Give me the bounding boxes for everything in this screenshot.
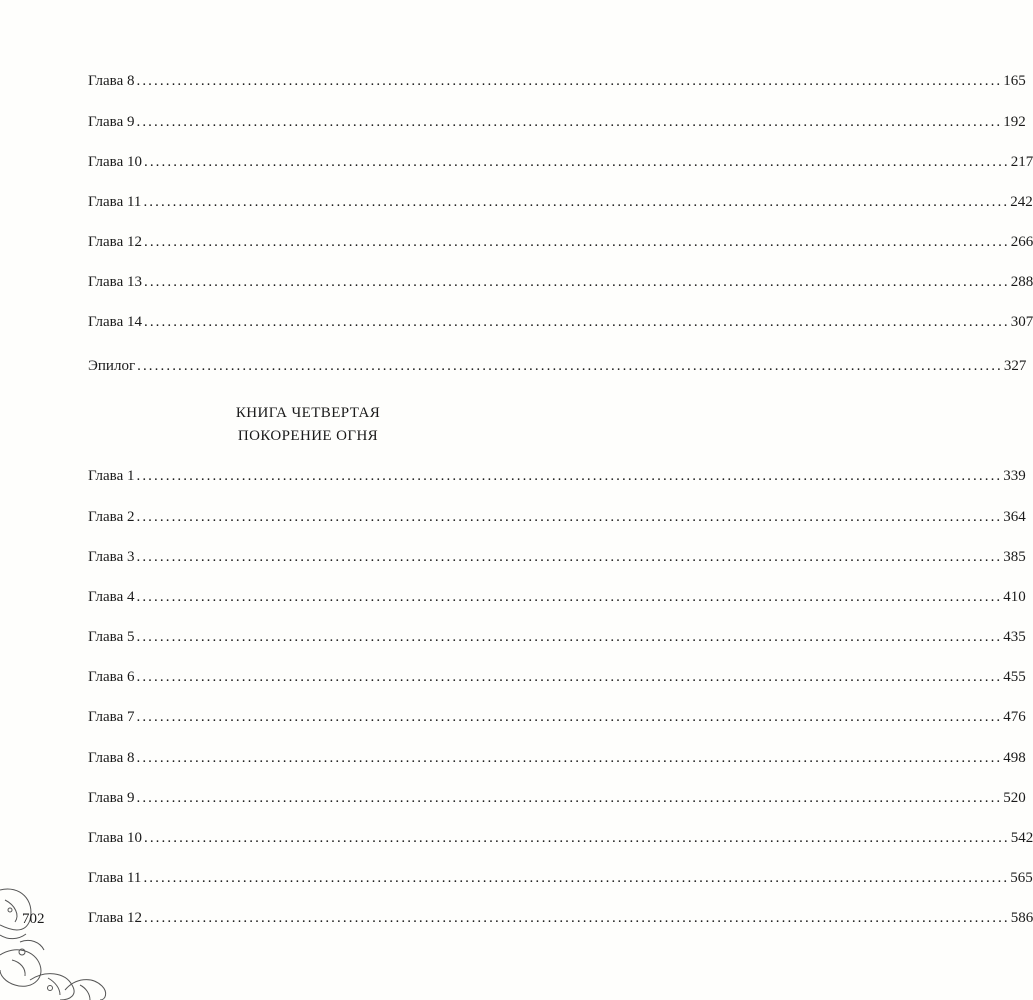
toc-entry-page: 364: [1003, 509, 1026, 525]
toc-entry-chapter-9: [88, 789, 1026, 807]
toc-entry-label: Глава 2: [88, 509, 135, 525]
dot-leader: ....................................................................................................................................................: [136, 468, 1003, 484]
dot-leader: ....................................................................................................................................................: [136, 629, 1003, 645]
dot-leader: ....................................................................................................................................................: [136, 750, 1003, 766]
toc-entry-label: Глава 10: [88, 154, 142, 170]
toc-entry-label: Глава 12: [88, 910, 142, 926]
toc-entry-chapter-12: [88, 233, 1033, 251]
toc-entry-page: 165: [1003, 73, 1026, 89]
toc-entry-chapter-3: [88, 548, 1026, 566]
toc-entry-chapter-12: [88, 909, 1033, 927]
dot-leader: ....................................................................................................................................................: [136, 669, 1003, 685]
dot-leader: ....................................................................................................................................................: [136, 509, 1003, 525]
toc-entry-label: Глава 9: [88, 114, 135, 130]
toc-entry-chapter-8: [88, 72, 1026, 90]
toc-entry-page: 542: [1010, 830, 1033, 846]
toc-entry-page: 410: [1003, 589, 1026, 605]
dot-leader: ....................................................................................................................................................: [136, 589, 1003, 605]
toc-entry-page: 242: [1010, 194, 1033, 210]
toc-entry-chapter-10: [88, 829, 1033, 847]
book-title: КНИГА ЧЕТВЕРТАЯ: [235, 405, 381, 421]
toc-entry-page: 192: [1003, 114, 1026, 130]
toc-entry-label: Глава 11: [88, 870, 142, 886]
dot-leader: ....................................................................................................................................................: [136, 709, 1003, 725]
toc-entry-label: Глава 14: [88, 314, 142, 330]
toc-entry-page: 586: [1010, 910, 1033, 926]
dot-leader: ....................................................................................................................................................: [143, 830, 1010, 846]
toc-entry-label: Глава 8: [88, 750, 135, 766]
toc-entry-page: 266: [1010, 234, 1033, 250]
toc-entry-page: 385: [1003, 549, 1026, 565]
dot-leader: ....................................................................................................................................................: [143, 870, 1010, 886]
toc-entry-chapter-4: [88, 588, 1026, 606]
dot-leader: ....................................................................................................................................................: [136, 114, 1003, 130]
toc-entry-label: Глава 3: [88, 549, 135, 565]
dot-leader: ....................................................................................................................................................: [143, 910, 1010, 926]
toc-entry-chapter-13: [88, 273, 1033, 291]
toc-entry-page: 520: [1003, 790, 1026, 806]
toc-entry-chapter-5: [88, 628, 1026, 646]
toc-entry-label: Глава 10: [88, 830, 142, 846]
toc-entry-page: 217: [1010, 154, 1033, 170]
dot-leader: ....................................................................................................................................................: [136, 549, 1003, 565]
dot-leader: ....................................................................................................................................................: [136, 790, 1003, 806]
toc-entry-label: Глава 11: [88, 194, 142, 210]
toc-entry-chapter-10: [88, 153, 1033, 171]
toc-entry-chapter-2: [88, 508, 1026, 526]
toc-entry-page: 435: [1003, 629, 1026, 645]
toc-entry-chapter-8: [88, 749, 1026, 767]
dot-leader: ....................................................................................................................................................: [143, 314, 1010, 330]
dot-leader: ....................................................................................................................................................: [143, 154, 1010, 170]
toc-entry-label: Глава 1: [88, 468, 135, 484]
dot-leader: ....................................................................................................................................................: [143, 194, 1010, 210]
toc-entry-label: Глава 9: [88, 790, 135, 806]
toc-entry-label: Эпилог: [88, 358, 136, 374]
toc-entry-page: 288: [1010, 274, 1033, 290]
book-subtitle: ПОКОРЕНИЕ ОГНЯ: [237, 428, 379, 444]
toc-entry-chapter-6: [88, 668, 1026, 686]
dot-leader: ....................................................................................................................................................: [143, 234, 1010, 250]
toc-entry-label: Глава 12: [88, 234, 142, 250]
toc-entry-label: Глава 5: [88, 629, 135, 645]
toc-entry-page: 339: [1003, 468, 1026, 484]
toc-entry-label: Глава 4: [88, 589, 135, 605]
toc-entry-chapter-11: [88, 869, 1033, 887]
toc-entry-page: 455: [1003, 669, 1026, 685]
toc-entry-page: 565: [1010, 870, 1033, 886]
dot-leader: ....................................................................................................................................................: [136, 73, 1003, 89]
toc-entry-epilogue: [88, 357, 1027, 375]
toc-entry-label: Глава 8: [88, 73, 135, 89]
dot-leader: ....................................................................................................................................................: [137, 358, 1003, 374]
toc-entry-chapter-9: [88, 113, 1026, 131]
toc-entry-page: 498: [1003, 750, 1026, 766]
page-number: 702: [22, 911, 45, 927]
dot-leader: ....................................................................................................................................................: [143, 274, 1010, 290]
floral-ornament-icon: [0, 860, 120, 1000]
toc-entry-page: 307: [1010, 314, 1033, 330]
toc-entry-label: Глава 7: [88, 709, 135, 725]
toc-entry-chapter-1: [88, 467, 1026, 485]
toc-entry-chapter-7: [88, 708, 1026, 726]
toc-entry-label: Глава 6: [88, 669, 135, 685]
toc-entry-chapter-11: [88, 193, 1033, 211]
toc-entry-page: 327: [1003, 358, 1027, 374]
toc-entry-page: 476: [1003, 709, 1026, 725]
toc-entry-label: Глава 13: [88, 274, 142, 290]
toc-entry-chapter-14: [88, 313, 1033, 331]
